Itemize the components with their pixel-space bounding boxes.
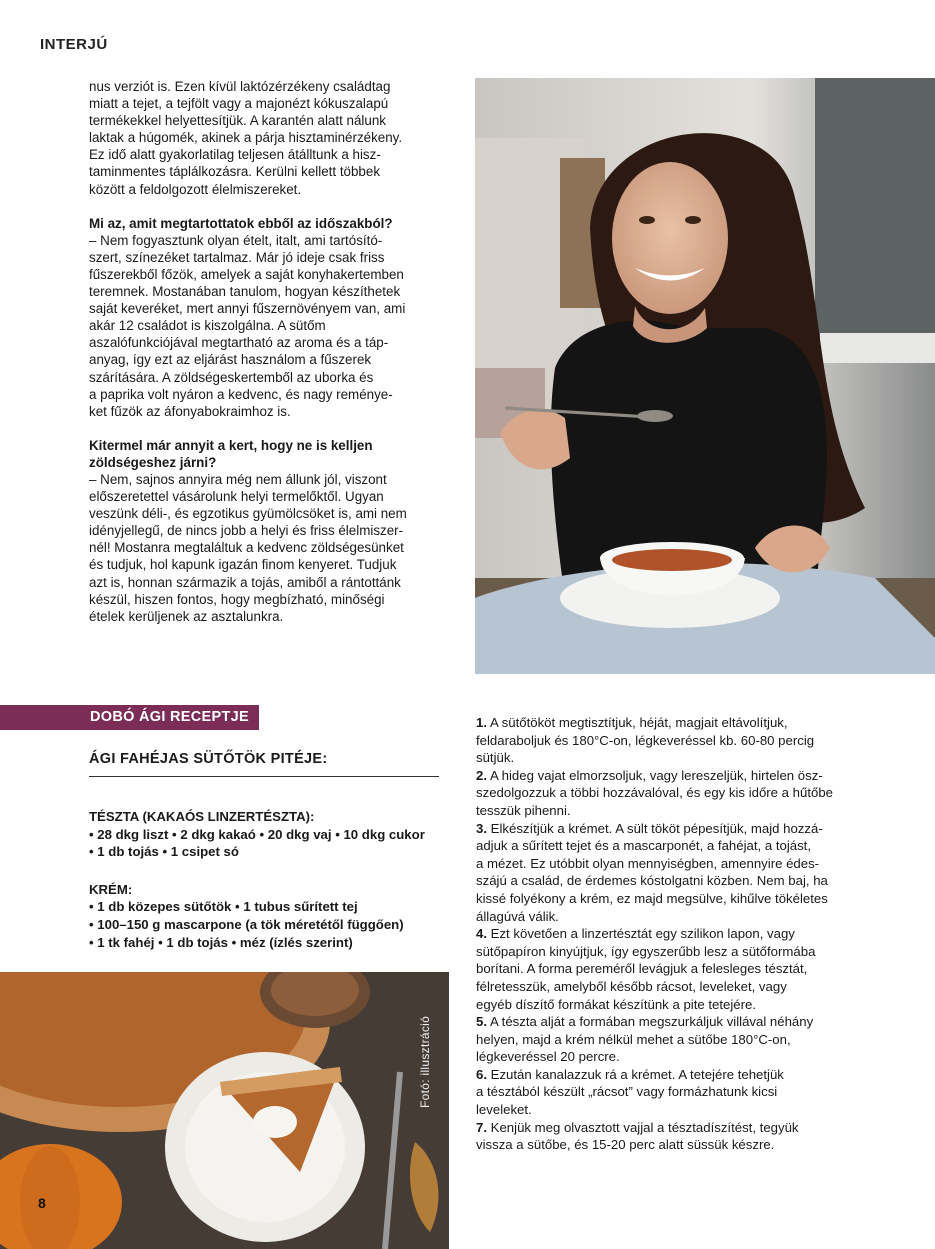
step-line bbox=[476, 908, 856, 926]
ingredients bbox=[89, 808, 444, 951]
text-line: – Nem fogyasztunk olyan ételt, italt, ami tartósító- bbox=[89, 232, 383, 248]
step-line bbox=[476, 1101, 856, 1119]
text-line: készül, hiszen fontos, hogy megbízható, minőségi bbox=[89, 591, 385, 607]
step-text: borítani. A forma pereméről levágjuk a felesleges tésztát, bbox=[476, 961, 808, 977]
step-line bbox=[476, 714, 856, 732]
text-line: saját keveréket, mert annyi fűszernövényem van, ami bbox=[89, 301, 406, 317]
text-line: aszalófunkciójával megtartható az aroma és a táp- bbox=[89, 335, 389, 351]
step-text: helyen, majd a krém nélkül mehet a sütőbe 180°C-on, bbox=[476, 1031, 791, 1047]
step-line bbox=[476, 872, 856, 890]
paragraph-intro bbox=[89, 78, 449, 198]
dough-list bbox=[89, 826, 444, 861]
step-line bbox=[476, 802, 856, 820]
step-number: 4. bbox=[476, 926, 487, 942]
recipe-steps bbox=[476, 714, 856, 1154]
recipe-banner bbox=[0, 705, 276, 730]
step-line bbox=[476, 1048, 856, 1066]
text-line: taminmentes táplálkozásra. Kerülni kellett többek bbox=[89, 164, 381, 180]
step-line bbox=[476, 1031, 856, 1049]
text-line: előszeretettel vásárolunk helyi termelőktől. Ugyan bbox=[89, 489, 384, 505]
text-line: teremnek. Mostanában tanulom, hogyan készíthetek bbox=[89, 284, 401, 300]
step-text: A tészta alját a formában megszurkáljuk villával néhány bbox=[489, 1014, 814, 1030]
step-line bbox=[476, 837, 856, 855]
question-2-line-1: Kitermel már annyit a kert, hogy ne is kelljen bbox=[89, 437, 373, 453]
text-line: Ez idő alatt gyakorlatilag teljesen átálltunk a hisz- bbox=[89, 147, 381, 163]
step-text: adjuk a sűrített tejet és a mascarponét, a fahéjat, a tojást, bbox=[476, 838, 812, 854]
text-line: ket fűzök az áfonyabokraimhoz is. bbox=[89, 403, 291, 419]
step-line bbox=[476, 978, 856, 996]
step-text: sütjük. bbox=[476, 750, 515, 766]
step-text: feldaraboljuk és 180°C-on, légkeveréssel kb. 60-80 percig bbox=[476, 732, 815, 748]
step-text: a tésztából készült „rácsot” vagy formázhatunk kicsi bbox=[476, 1084, 778, 1100]
step-text: sütőpapíron kinyújtjuk, így egyszerűbb lesz a sütőformába bbox=[476, 943, 816, 959]
step-text: félretesszük, amelyből később rácsot, leveleket, vagy bbox=[476, 978, 787, 994]
step-line bbox=[476, 890, 856, 908]
step-line bbox=[476, 732, 856, 750]
question-2-line-2: zöldségeshez járni? bbox=[89, 454, 217, 470]
step-text: egyéb díszítő formákat készítünk a pite tetejére. bbox=[476, 996, 757, 1012]
text-line: nél! Mostanra megtaláltuk a kedvenc zöldségesünket bbox=[89, 540, 404, 556]
step-line bbox=[476, 960, 856, 978]
text-line: miatt a tejet, a tejfölt vagy a majonézt kókuszalapú bbox=[89, 96, 389, 112]
step-text: A hideg vajat elmorzsoljuk, vagy lereszeljük, hirtelen ösz- bbox=[489, 767, 823, 783]
question-1: Mi az, amit megtartottatok ebből az időszakból? bbox=[89, 215, 393, 231]
step-text: szedolgozzuk a többi hozzávalóval, és egy kis időre a hűtőbe bbox=[476, 785, 834, 801]
step-number: 1. bbox=[476, 715, 487, 730]
pie-photo bbox=[0, 972, 449, 1249]
step-text: a mézet. Ez utóbbit olyan mennyiségben, amennyire édes- bbox=[476, 855, 820, 871]
text-line: azt is, honnan származik a tojás, amiből a rántottánk bbox=[89, 574, 401, 590]
dough-heading: TÉSZTA (KAKAÓS LINZERTÉSZTA): bbox=[89, 809, 315, 824]
ingredient-line: • 1 db közepes sütőtök • 1 tubus sűrített tej bbox=[89, 899, 358, 915]
step-text: kissé folyékony a krém, ez majd megsülve, kihűlve tökéletes bbox=[476, 890, 828, 906]
step-line bbox=[476, 1066, 856, 1084]
step-line bbox=[476, 1119, 856, 1137]
step-line bbox=[476, 996, 856, 1014]
step-text: Ezt követően a linzertésztát egy szilikon lapon, vagy bbox=[490, 926, 795, 942]
interview-text bbox=[89, 78, 449, 625]
page-number: 8 bbox=[38, 1195, 46, 1211]
step-line bbox=[476, 1083, 856, 1101]
photo-credit-text: Fotó: illusztráció bbox=[418, 1015, 432, 1108]
recipe-banner-label: DOBÓ ÁGI RECEPTJE bbox=[82, 705, 259, 730]
divider bbox=[89, 776, 439, 777]
answer-2 bbox=[89, 471, 449, 625]
step-line bbox=[476, 1013, 856, 1031]
step-line bbox=[476, 749, 856, 767]
text-line: laktak a húgomék, akinek a párja hisztaminérzékeny. bbox=[89, 130, 403, 146]
step-text: Elkészítjük a krémet. A sült tököt pépesítjük, majd hozzá- bbox=[490, 820, 823, 836]
step-text: tesszük pihenni. bbox=[476, 802, 571, 818]
text-line: termékekkel helyettesítjük. A karantén alatt nálunk bbox=[89, 113, 386, 129]
step-line bbox=[476, 820, 856, 838]
step-text: állagúvá válik. bbox=[476, 908, 559, 924]
text-line: idényjellegű, de nincs jobb a helyi és friss élelmiszer- bbox=[89, 523, 404, 539]
step-line bbox=[476, 925, 856, 943]
portrait-photo bbox=[475, 78, 935, 674]
text-line: – Nem, sajnos annyira még nem állunk jól, viszont bbox=[89, 471, 387, 487]
step-number: 6. bbox=[476, 1066, 487, 1082]
step-number: 3. bbox=[476, 820, 487, 836]
step-line bbox=[476, 855, 856, 873]
step-number: 2. bbox=[476, 767, 487, 783]
text-line: a paprika volt nyáron a kedvenc, és nagy reménye- bbox=[89, 386, 393, 402]
recipe-title: ÁGI FAHÉJAS SÜTŐTÖK PITÉJE: bbox=[89, 751, 328, 767]
photo-credit bbox=[414, 990, 434, 1110]
step-text: szájú a család, de érdemes kóstolgatni közben. Nem baj, ha bbox=[476, 873, 828, 889]
step-text: Ezután kanalazzuk rá a krémet. A tetejére tehetjük bbox=[490, 1066, 784, 1082]
step-text: Kenjük meg olvasztott vajjal a tésztadíszítést, tegyük bbox=[490, 1119, 799, 1135]
section-label: INTERJÚ bbox=[40, 36, 108, 53]
step-line bbox=[476, 1136, 856, 1154]
text-line: veszünk déli-, és egzotikus gyümölcsöket is, ami nem bbox=[89, 506, 407, 522]
cream-heading: KRÉM: bbox=[89, 881, 133, 897]
text-line: között a feldolgozott élelmiszereket. bbox=[89, 181, 302, 197]
step-text: A sütőtököt megtisztítjuk, héját, magjait eltávolítjuk, bbox=[489, 715, 788, 730]
text-line: ételek kerüljenek az asztalunkra. bbox=[89, 608, 284, 624]
text-line: anyag, így ezt az eljárást használom a fűszerek bbox=[89, 352, 372, 368]
step-line bbox=[476, 784, 856, 802]
step-number: 7. bbox=[476, 1119, 487, 1135]
text-line: szert, színezéket tartalmaz. Már jó ideje csak friss bbox=[89, 249, 385, 265]
ingredient-line: • 1 db tojás • 1 csipet só bbox=[89, 844, 239, 860]
step-number: 5. bbox=[476, 1014, 487, 1030]
ingredient-line: • 28 dkg liszt • 2 dkg kakaó • 20 dkg vaj • 10 dkg cukor bbox=[89, 826, 425, 842]
step-text: vissza a sütőbe, és 15-20 perc alatt süssük készre. bbox=[476, 1137, 775, 1153]
ingredient-line: • 100–150 g mascarpone (a tök méretétől függően) bbox=[89, 916, 404, 932]
step-text: leveleket. bbox=[476, 1102, 532, 1118]
text-line: szárítására. A zöldségeskertemből az uborka és bbox=[89, 369, 374, 385]
ingredient-line: • 1 tk fahéj • 1 db tojás • méz (ízlés szerint) bbox=[89, 934, 353, 950]
text-line: fűszerekből főzök, amelyek a saját konyhakertemben bbox=[89, 266, 404, 282]
text-line: nus verziót is. Ezen kívül laktózérzékeny családtag bbox=[89, 79, 391, 94]
text-line: és tudjuk, hol kapunk igazán finom kenyeret. Tudjuk bbox=[89, 557, 397, 573]
answer-1 bbox=[89, 232, 449, 420]
step-line bbox=[476, 943, 856, 961]
text-line: akár 12 családot is kiszolgálna. A sütőm bbox=[89, 318, 326, 334]
step-text: légkeveréssel 20 percre. bbox=[476, 1049, 620, 1065]
cream-list bbox=[89, 898, 444, 951]
step-line bbox=[476, 767, 856, 785]
